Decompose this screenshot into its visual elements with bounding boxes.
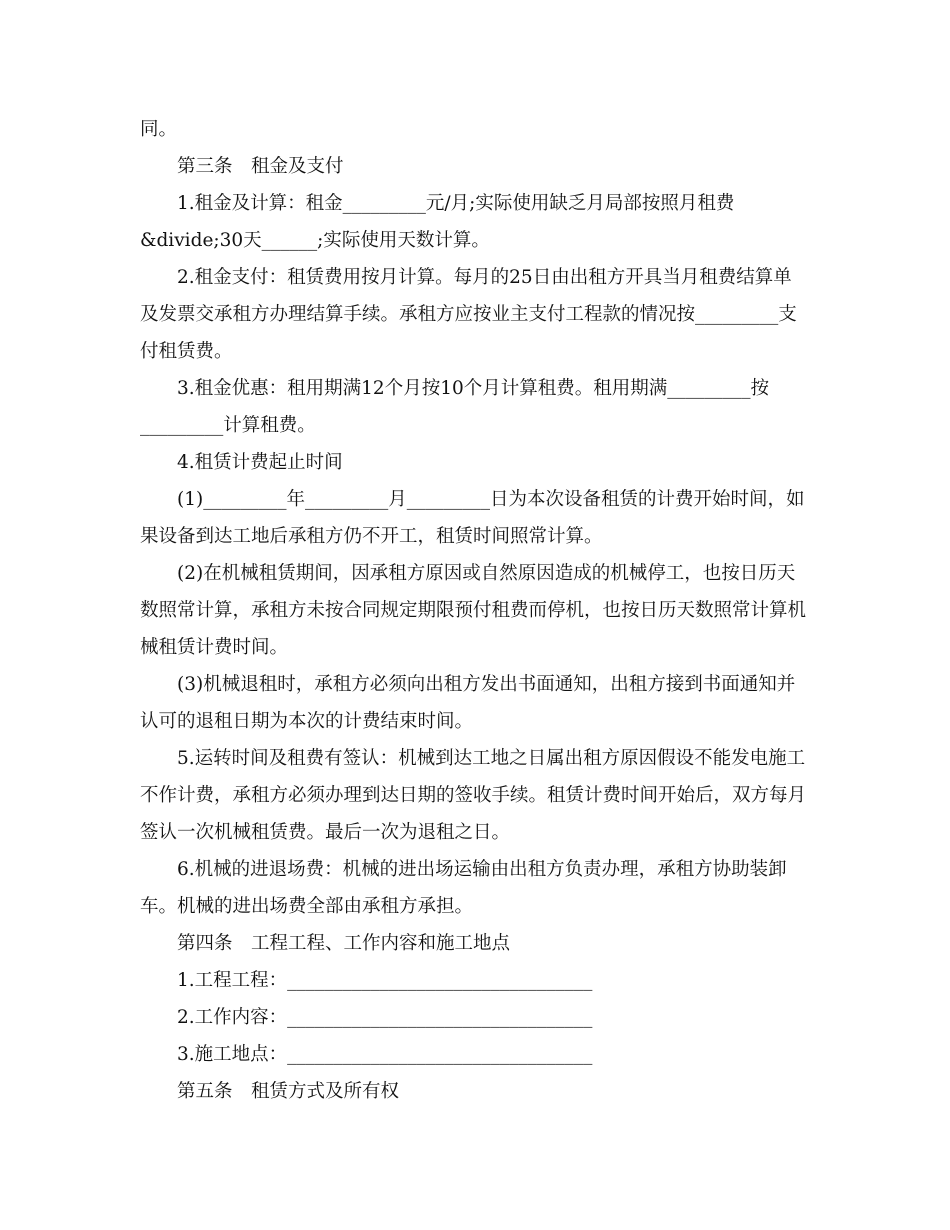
document-page — [140, 111, 810, 1110]
text-line: (1)_________年_________月_________日为本次设备租赁的计费开始时间，如 — [177, 489, 805, 510]
text-line: 2.工作内容：_________________________________ — [177, 1007, 593, 1028]
text-line: 3.施工地点：_________________________________ — [177, 1044, 593, 1065]
text-line: 械租赁计费时间。 — [140, 637, 289, 658]
text-line: &divide;30天______;实际使用天数计算。 — [140, 230, 490, 251]
text-line: 签认一次机械租赁费。最后一次为退租之日。 — [140, 822, 511, 843]
text-line: 认可的退租日期为本次的计费结束时间。 — [140, 711, 474, 732]
section-heading: 第五条 租赁方式及所有权 — [177, 1081, 400, 1102]
section-heading: 第三条 租金及支付 — [177, 156, 344, 177]
text-line: _________计算租费。 — [140, 415, 316, 436]
text-line: 1.租金及计算：租金_________元/月;实际使用缺乏月局部按照月租费 — [177, 193, 735, 214]
text-line: 1.工程工程：_________________________________ — [177, 970, 593, 991]
text-line: (2)在机械租赁期间，因承租方原因或自然原因造成的机械停工，也按日历天 — [177, 563, 796, 584]
text-line: 同。 — [140, 119, 178, 140]
text-line: 4.租赁计费起止时间 — [177, 452, 343, 473]
text-line: 及发票交承租方办理结算手续。承租方应按业主支付工程款的情况按_________支 — [140, 304, 797, 325]
text-line: 6.机械的进退场费：机械的进出场运输由出租方负责办理，承租方协助装卸 — [177, 859, 787, 880]
text-line: 5.运转时间及租费有签认：机械到达工地之日属出租方原因假设不能发电施工 — [177, 748, 806, 769]
section-heading: 第四条 工程工程、工作内容和施工地点 — [177, 933, 511, 954]
text-line: 3.租金优惠：租用期满12个月按10个月计算租费。租用期满_________按 — [177, 378, 769, 399]
text-line: 付租赁费。 — [140, 341, 233, 362]
text-line: 车。机械的进出场费全部由承租方承担。 — [140, 896, 474, 917]
text-line: (3)机械退租时，承租方必须向出租方发出书面通知，出租方接到书面通知并 — [177, 674, 796, 695]
text-line: 果设备到达工地后承租方仍不开工，租赁时间照常计算。 — [140, 526, 603, 547]
text-line: 不作计费，承租方必须办理到达日期的签收手续。租赁计费时间开始后，双方每月 — [140, 785, 807, 806]
text-line: 数照常计算，承租方未按合同规定期限预付租费而停机，也按日历天数照常计算机 — [140, 600, 807, 621]
text-line: 2.租金支付：租赁费用按月计算。每月的25日由出租方开具当月租费结算单 — [177, 267, 792, 288]
